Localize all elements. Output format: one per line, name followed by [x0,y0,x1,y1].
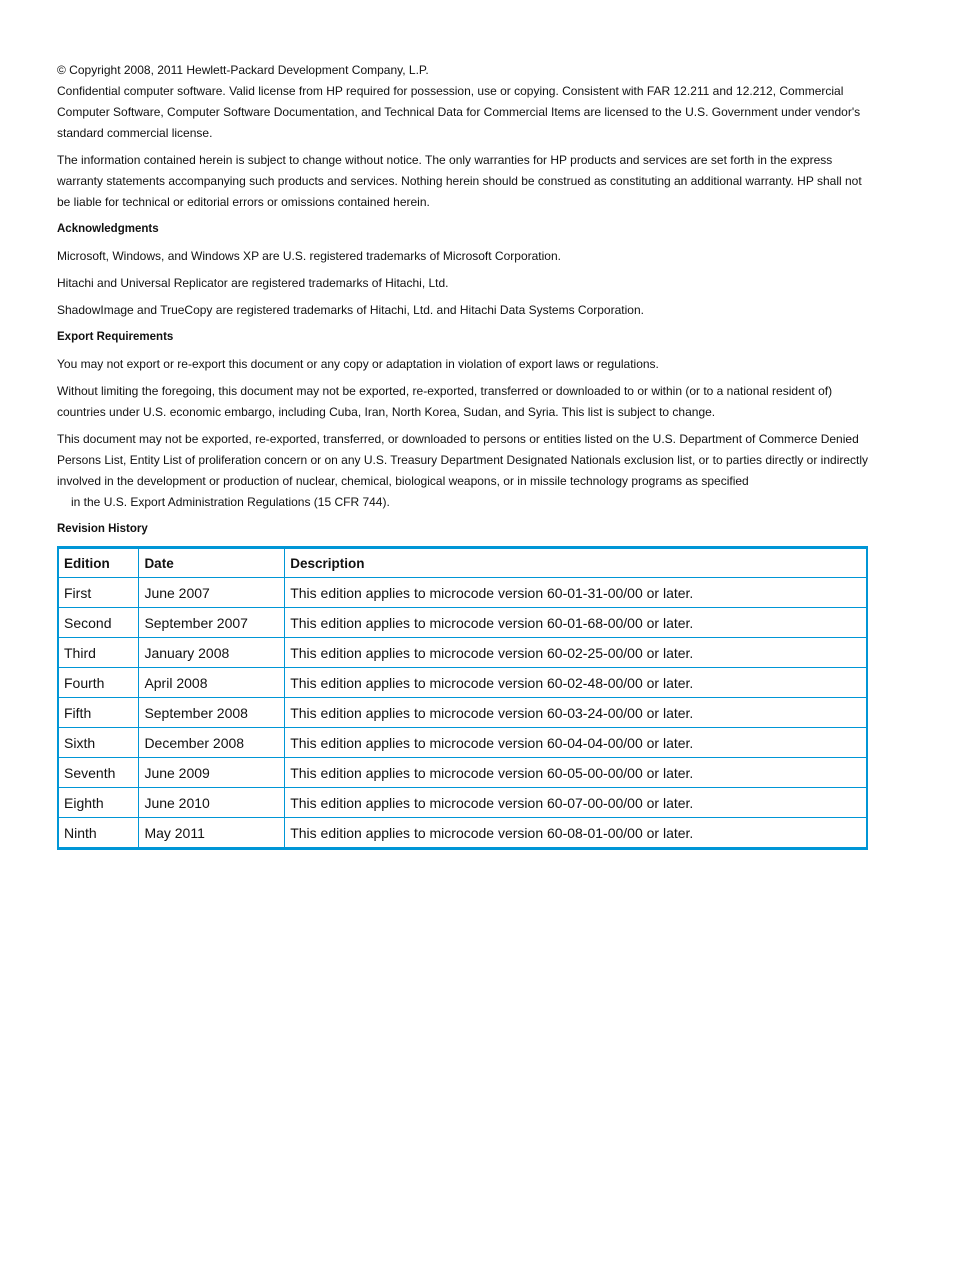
table-row [58,788,867,818]
date-cell: April 2008 [139,668,285,698]
date-cell: June 2010 [139,788,285,818]
description-cell: This edition applies to microcode version 60-02-48-00/00 or later. [285,668,867,698]
description-cell: This edition applies to microcode version 60-01-31-00/00 or later. [285,578,867,608]
edition-cell: Fifth [58,698,139,728]
edition-cell: Sixth [58,728,139,758]
edition-cell: Eighth [58,788,139,818]
license-notice: Confidential computer software. Valid license from HP required for possession, use or copying. Consistent with FAR 12.211 and 12.212, Commercial Computer Software, Computer Software Documentation, and Technical Data for Commercial Items are licensed to the U.S. Government under vendor's standard commercial license. [57,84,861,140]
table-row [58,608,867,638]
table-row [58,818,867,849]
date-cell: September 2007 [139,608,285,638]
document-page [57,60,869,850]
export-para-3-main: This document may not be exported, re-exported, transferred, or downloaded to persons or entities listed on the U.S. Department of Commerce Denied Persons List, Entity List of proliferation concern or on any U.S. Treasury Department Designated Nationals exclusion list, or to parties directly or indirectly involved in the development or production of nuclear, chemical, biological weapons, or in missile technology programs as specified [57,432,869,488]
table-row [58,668,867,698]
export-para-1: You may not export or re-export this document or any copy or adaptation in violation of export laws or regulations. [57,357,659,371]
edition-cell: Third [58,638,139,668]
table-row [58,638,867,668]
description-cell: This edition applies to microcode version 60-03-24-00/00 or later. [285,698,867,728]
revision-history-table [57,546,868,850]
table-row [58,578,867,608]
edition-cell: Ninth [58,818,139,849]
column-header-date: Date [139,548,285,578]
description-cell: This edition applies to microcode version 60-05-00-00/00 or later. [285,758,867,788]
date-cell: May 2011 [139,818,285,849]
export-para-2: Without limiting the foregoing, this document may not be exported, re-exported, transferred or downloaded to or within (or to a national resident of) countries under U.S. economic embargo, including Cuba, Iran, North Korea, Sudan, and Syria. This list is subject to change. [57,384,833,419]
table-row [58,728,867,758]
edition-cell: Second [58,608,139,638]
trademark-hitachi: Hitachi and Universal Replicator are registered trademarks of Hitachi, Ltd. [57,276,449,290]
table-row [58,758,867,788]
copyright-notice: © Copyright 2008, 2011 Hewlett-Packard Development Company, L.P. [57,63,429,77]
description-cell: This edition applies to microcode version 60-08-01-00/00 or later. [285,818,867,849]
export-para-3-tail: in the U.S. Export Administration Regulations (15 CFR 744). [71,495,390,509]
date-cell: September 2008 [139,698,285,728]
column-header-description: Description [285,548,867,578]
edition-cell: Fourth [58,668,139,698]
trademark-shadowimage: ShadowImage and TrueCopy are registered trademarks of Hitachi, Ltd. and Hitachi Data Systems Corporation. [57,303,644,317]
date-cell: June 2007 [139,578,285,608]
date-cell: December 2008 [139,728,285,758]
table-header-row [58,548,867,578]
revision-history-heading: Revision History [57,523,148,535]
export-heading: Export Requirements [57,331,174,343]
date-cell: January 2008 [139,638,285,668]
trademark-microsoft: Microsoft, Windows, and Windows XP are U.S. registered trademarks of Microsoft Corporation. [57,249,561,263]
warranty-notice: The information contained herein is subject to change without notice. The only warranties for HP products and services are set forth in the express warranty statements accompanying such products and services. Nothing herein should be construed as constituting an additional warranty. HP shall not be liable for technical or editorial errors or omissions contained herein. [57,153,862,209]
edition-cell: First [58,578,139,608]
table-row [58,698,867,728]
edition-cell: Seventh [58,758,139,788]
date-cell: June 2009 [139,758,285,788]
column-header-edition: Edition [58,548,139,578]
description-cell: This edition applies to microcode version 60-04-04-00/00 or later. [285,728,867,758]
description-cell: This edition applies to microcode version 60-07-00-00/00 or later. [285,788,867,818]
acknowledgments-heading: Acknowledgments [57,223,159,235]
description-cell: This edition applies to microcode version 60-02-25-00/00 or later. [285,638,867,668]
description-cell: This edition applies to microcode version 60-01-68-00/00 or later. [285,608,867,638]
export-para-3 [57,429,869,513]
